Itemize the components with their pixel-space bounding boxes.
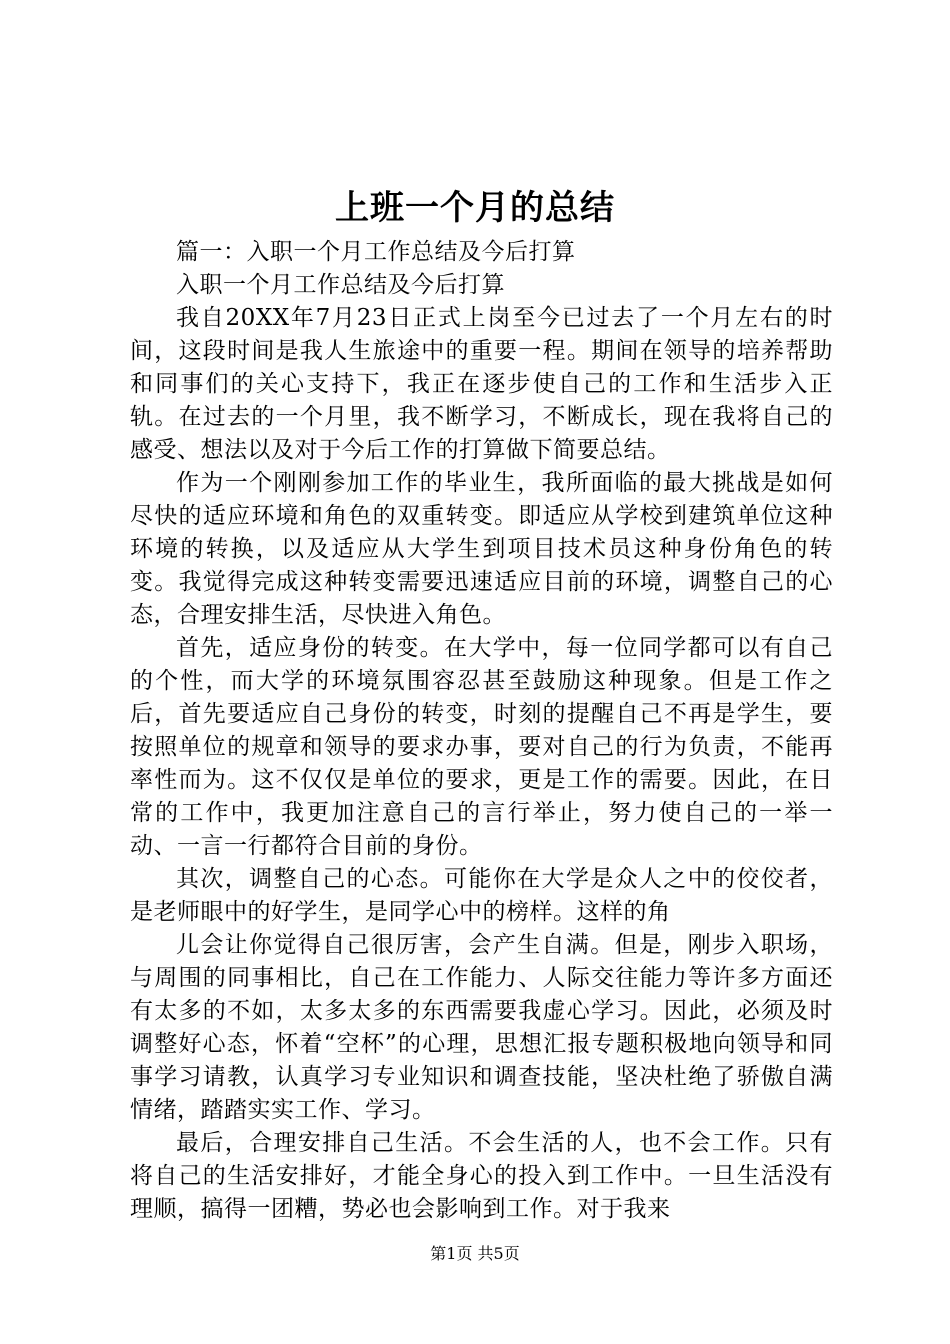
page-footer: 第1页 共5页 bbox=[430, 1244, 520, 1263]
body-paragraph: 最后，合理安排自己生活。不会生活的人，也不会工作。只有将自己的生活安排好，才能全身心的投入到工作中。一旦生活没有理顺，搞得一团糟，势必也会影响到工作。对于我来 bbox=[130, 1130, 833, 1222]
body-paragraph: 首先，适应身份的转变。在大学中，每一位同学都可以有自己的个性，而大学的环境氛围容忍甚至鼓励这种现象。但是工作之后，首先要适应自己身份的转变，时刻的提醒自己不再是学生，要按照单位的规章和领导的要求办事，要对自己的行为负责，不能再率性而为。这不仅仅是单位的要求，更是工作的需要。因此，在日常的工作中，我更加注意自己的言行举止，努力使自己的一举一动、一言一行都符合目前的身份。 bbox=[130, 635, 833, 859]
document-body bbox=[130, 236, 833, 1226]
body-paragraph: 我自20XX年7月23日正式上岗至今已过去了一个月左右的时间，这段时间是我人生旅途中的重要一程。期间在领导的培养帮助和同事们的关心支持下，我正在逐步使自己的工作和生活步入正轨。在过去的一个月里，我不断学习，不断成长，现在我将自己的感受、想法以及对于今后工作的打算做下简要总结。 bbox=[130, 305, 833, 463]
document-title: 上班一个月的总结 bbox=[335, 188, 615, 228]
body-paragraph: 儿会让你觉得自己很厉害，会产生自满。但是，刚步入职场，与周围的同事相比，自己在工作能力、人际交往能力等许多方面还有太多的不如，太多太多的东西需要我虚心学习。因此，必须及时调整好心态，怀着“空杯”的心理，思想汇报专题积极地向领导和同事学习请教，认真学习专业知识和调查技能，坚决杜绝了骄傲自满情绪，踏踏实实工作、学习。 bbox=[130, 932, 833, 1123]
body-paragraph: 作为一个刚刚参加工作的毕业生，我所面临的最大挑战是如何尽快的适应环境和角色的双重转变。即适应从学校到建筑单位这种环境的转换，以及适应从大学生到项目技术员这种身份角色的转变。我觉得完成这种转变需要迅速适应目前的环境，调整自己的心态，合理安排生活，尽快进入角色。 bbox=[130, 470, 833, 628]
section-subheading: 入职一个月工作总结及今后打算 bbox=[176, 272, 505, 298]
section-heading: 篇一：入职一个月工作总结及今后打算 bbox=[176, 239, 576, 265]
body-paragraph: 其次，调整自己的心态。可能你在大学是众人之中的佼佼者，是老师眼中的好学生，是同学心中的榜样。这样的角 bbox=[130, 866, 833, 925]
